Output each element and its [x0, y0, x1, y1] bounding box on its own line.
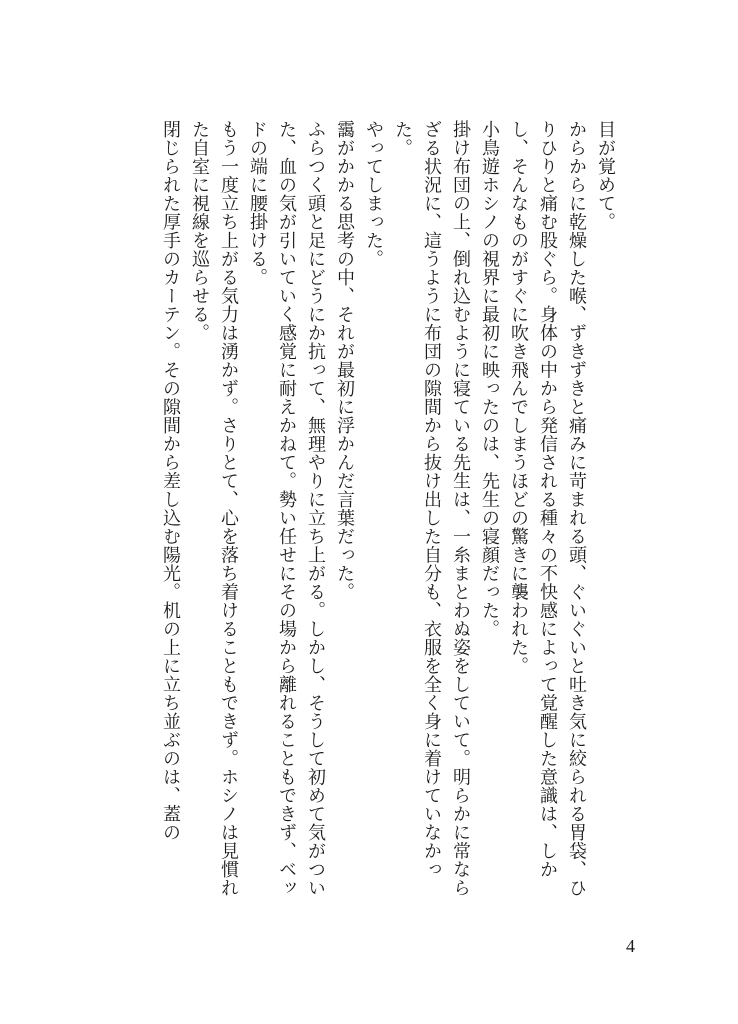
paragraph: 小鳥遊ホシノの視界に最初に映ったのは、先生の寝顔だった。: [479, 120, 500, 638]
paragraph: からからに乾燥した喉、ずきずきと痛みに苛まれる頭、ぐいぐいと吐き気に絞られる胃袋、ひりひりと痛む股ぐら。身体の中から発信される種々の不快感によって覚醒した意識は、しかし、そんなものがすぐに吹き飛んでしまうほどの驚きに襲われた。: [508, 120, 587, 897]
paragraph: もう一度立ち上がる気力は湧かず。さりとて、心を落ち着けることもできず。ホシノは見慣れた自室に視線を巡らせる。: [189, 120, 239, 897]
paragraph: 靄がかかる思考の中、それが最初に浮かんだ言葉だった。: [334, 120, 355, 601]
paragraph: 目が覚めて。: [595, 120, 616, 231]
paragraph: 閉じられた厚手のカーテン。その隙間から差し込む陽光。机の上に立ち並ぶのは、蓋の: [160, 120, 181, 842]
paragraph: やってしまった。: [363, 120, 384, 268]
page-number: 4: [626, 936, 635, 956]
paragraph: 掛け布団の上、倒れ込むように寝ている先生は、一糸まとわぬ姿をしていて。明らかに常ならざる状況に、這うように布団の隙間から抜け出した自分も、衣服を全く身に着けていなかった。: [392, 120, 471, 897]
vertical-body-text: [156, 120, 620, 910]
paragraph: ふらつく頭と足にどうにか抗って、無理やりに立ち上がる。しかし、そうして初めて気がついた、血の気が引いていく感覚に耐えかねて。勢い任せにその場から離れることもできず、ベッドの端に腰掛ける。: [247, 120, 326, 897]
